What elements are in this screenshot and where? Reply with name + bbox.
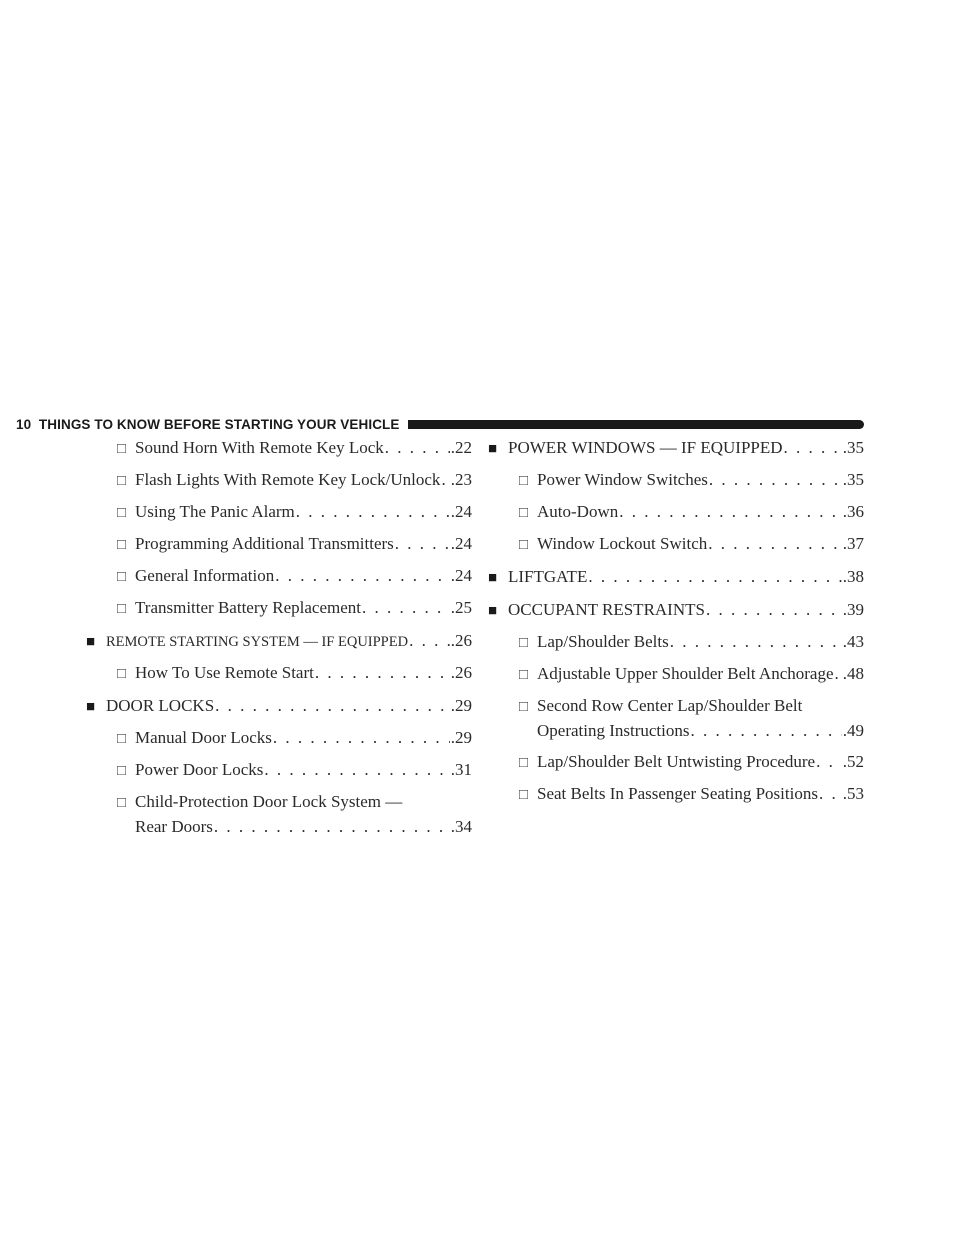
hollow-square-bullet-icon: □ (519, 505, 529, 521)
dot-leader (588, 565, 841, 589)
toc-entry-page: .24 (450, 534, 472, 553)
dot-leader (315, 661, 450, 685)
dot-leader (362, 596, 450, 620)
filled-square-bullet-icon: ■ (488, 603, 498, 619)
dot-leader (835, 662, 842, 686)
toc-entry[interactable] (86, 436, 472, 461)
dot-leader (395, 532, 450, 556)
toc-entry[interactable] (86, 790, 472, 839)
toc-entry-title: Power Door Locks (135, 760, 264, 779)
header-bar (408, 420, 865, 429)
toc-entry-page: .31 (450, 760, 472, 779)
hollow-square-bullet-icon: □ (519, 755, 529, 771)
hollow-square-bullet-icon: □ (519, 699, 529, 715)
hollow-square-bullet-icon: □ (117, 666, 127, 682)
header-page-number: 10 (16, 416, 32, 432)
toc-entry-title: REMOTE STARTING SYSTEM — IF EQUIPPED (106, 634, 409, 650)
toc-entry-title: Sound Horn With Remote Key Lock (135, 438, 384, 457)
toc-entry[interactable] (86, 564, 472, 589)
dot-leader (275, 564, 450, 588)
dot-leader (816, 750, 842, 774)
dot-leader (706, 598, 842, 622)
dot-leader (296, 500, 450, 524)
toc-entry-title: Transmitter Battery Replacement (135, 598, 361, 617)
dot-leader (708, 532, 842, 556)
toc-entry[interactable] (488, 782, 864, 807)
toc-entry[interactable] (86, 726, 472, 751)
toc-entry-page: .53 (842, 784, 864, 803)
toc-entry-title: How To Use Remote Start (135, 663, 314, 682)
dot-leader (273, 726, 450, 750)
dot-leader (441, 468, 449, 492)
hollow-square-bullet-icon: □ (117, 505, 127, 521)
toc-entry[interactable] (488, 630, 864, 655)
toc-entry-title: DOOR LOCKS (106, 696, 215, 715)
toc-section-entry[interactable] (488, 598, 864, 623)
toc-entry-page: .38 (842, 567, 864, 586)
toc-entry-page: .36 (842, 502, 864, 521)
dot-leader (264, 758, 449, 782)
toc-entry-page: .48 (842, 664, 864, 683)
toc-entry-title: Adjustable Upper Shoulder Belt Anchorage (537, 664, 834, 683)
filled-square-bullet-icon: ■ (86, 634, 96, 650)
toc-entry-title: Auto-Down (537, 502, 619, 521)
toc-entry-page: .29 (450, 728, 472, 747)
toc-entry-title: Programming Additional Transmitters (135, 534, 394, 553)
dot-leader (215, 694, 450, 718)
toc-entry-page: .49 (842, 721, 864, 740)
toc-entry-title: POWER WINDOWS — IF EQUIPPED (508, 438, 783, 457)
filled-square-bullet-icon: ■ (86, 699, 96, 715)
toc-entry-page: .26 (450, 631, 472, 650)
toc-entry-page: .25 (450, 598, 472, 617)
toc-entry-page: .26 (450, 663, 472, 682)
toc-entry-title: LIFTGATE (508, 567, 588, 586)
toc-entry-title: Flash Lights With Remote Key Lock/Unlock (135, 470, 441, 489)
toc-entry[interactable] (86, 468, 472, 493)
hollow-square-bullet-icon: □ (117, 601, 127, 617)
toc-entry-title: Using The Panic Alarm (135, 502, 295, 521)
header-title: THINGS TO KNOW BEFORE STARTING YOUR VEHICLE (38, 416, 400, 432)
dot-leader (670, 630, 842, 654)
toc-entry[interactable] (86, 500, 472, 525)
toc-entry-page: .22 (450, 438, 472, 457)
dot-leader (214, 815, 450, 839)
hollow-square-bullet-icon: □ (117, 569, 127, 585)
toc-entry[interactable] (488, 750, 864, 775)
toc-entry-page: .24 (450, 502, 472, 521)
hollow-square-bullet-icon: □ (117, 537, 127, 553)
hollow-square-bullet-icon: □ (117, 731, 127, 747)
toc-entry-title: Second Row Center Lap/Shoulder Belt (537, 696, 803, 715)
toc-section-entry[interactable] (488, 436, 864, 461)
dot-leader (784, 436, 842, 460)
toc-entry[interactable] (488, 662, 864, 687)
dot-leader (385, 436, 450, 460)
dot-leader (691, 719, 842, 743)
toc-entry[interactable] (488, 468, 864, 493)
toc-entry-title: Child-Protection Door Lock System — (135, 792, 403, 811)
hollow-square-bullet-icon: □ (519, 635, 529, 651)
header-spacer (31, 417, 39, 432)
toc-entry-title: General Information (135, 566, 275, 585)
dot-leader (819, 782, 842, 806)
toc-section-entry[interactable] (86, 694, 472, 719)
toc-entry-title: Lap/Shoulder Belts (537, 632, 669, 651)
hollow-square-bullet-icon: □ (519, 537, 529, 553)
toc-entry-page: .37 (842, 534, 864, 553)
toc-section-entry[interactable] (86, 629, 472, 654)
toc-entry-title: Manual Door Locks (135, 728, 272, 747)
toc-entry[interactable] (86, 596, 472, 621)
toc-entry-title: OCCUPANT RESTRAINTS (508, 600, 705, 619)
toc-entry[interactable] (488, 532, 864, 557)
filled-square-bullet-icon: ■ (488, 570, 498, 586)
hollow-square-bullet-icon: □ (117, 473, 127, 489)
toc-entry-title: Power Window Switches (537, 470, 708, 489)
toc-entry-page: .23 (450, 470, 472, 489)
toc-entry-title: Seat Belts In Passenger Seating Positions (537, 784, 818, 803)
dot-leader (619, 500, 842, 524)
toc-entry[interactable] (86, 532, 472, 557)
dot-leader (709, 468, 842, 492)
hollow-square-bullet-icon: □ (117, 441, 127, 457)
toc-entry-title-continued: Rear Doors (135, 817, 213, 836)
toc-entry-page: .39 (842, 600, 864, 619)
toc-entry[interactable] (86, 661, 472, 686)
toc-entry-title: Window Lockout Switch (537, 534, 708, 553)
toc-entry-title: Lap/Shoulder Belt Untwisting Procedure (537, 752, 816, 771)
filled-square-bullet-icon: ■ (488, 441, 498, 457)
toc-entry[interactable] (488, 694, 864, 743)
hollow-square-bullet-icon: □ (519, 473, 529, 489)
toc-entry-page: .35 (842, 470, 864, 489)
toc-entry-page: .52 (842, 752, 864, 771)
hollow-square-bullet-icon: □ (117, 763, 127, 779)
hollow-square-bullet-icon: □ (117, 795, 127, 811)
dot-leader (409, 629, 450, 653)
toc-entry-page: .29 (450, 696, 472, 715)
toc-entry-page: .24 (450, 566, 472, 585)
toc-entry[interactable] (488, 500, 864, 525)
toc-entry-page: .43 (842, 632, 864, 651)
hollow-square-bullet-icon: □ (519, 787, 529, 803)
toc-entry-page: .34 (450, 817, 472, 836)
toc-entry-title-continued: Operating Instructions (537, 721, 690, 740)
toc-entry[interactable] (86, 758, 472, 783)
toc-entry-page: .35 (842, 438, 864, 457)
hollow-square-bullet-icon: □ (519, 667, 529, 683)
page-header (16, 414, 864, 434)
toc-section-entry[interactable] (488, 565, 864, 590)
